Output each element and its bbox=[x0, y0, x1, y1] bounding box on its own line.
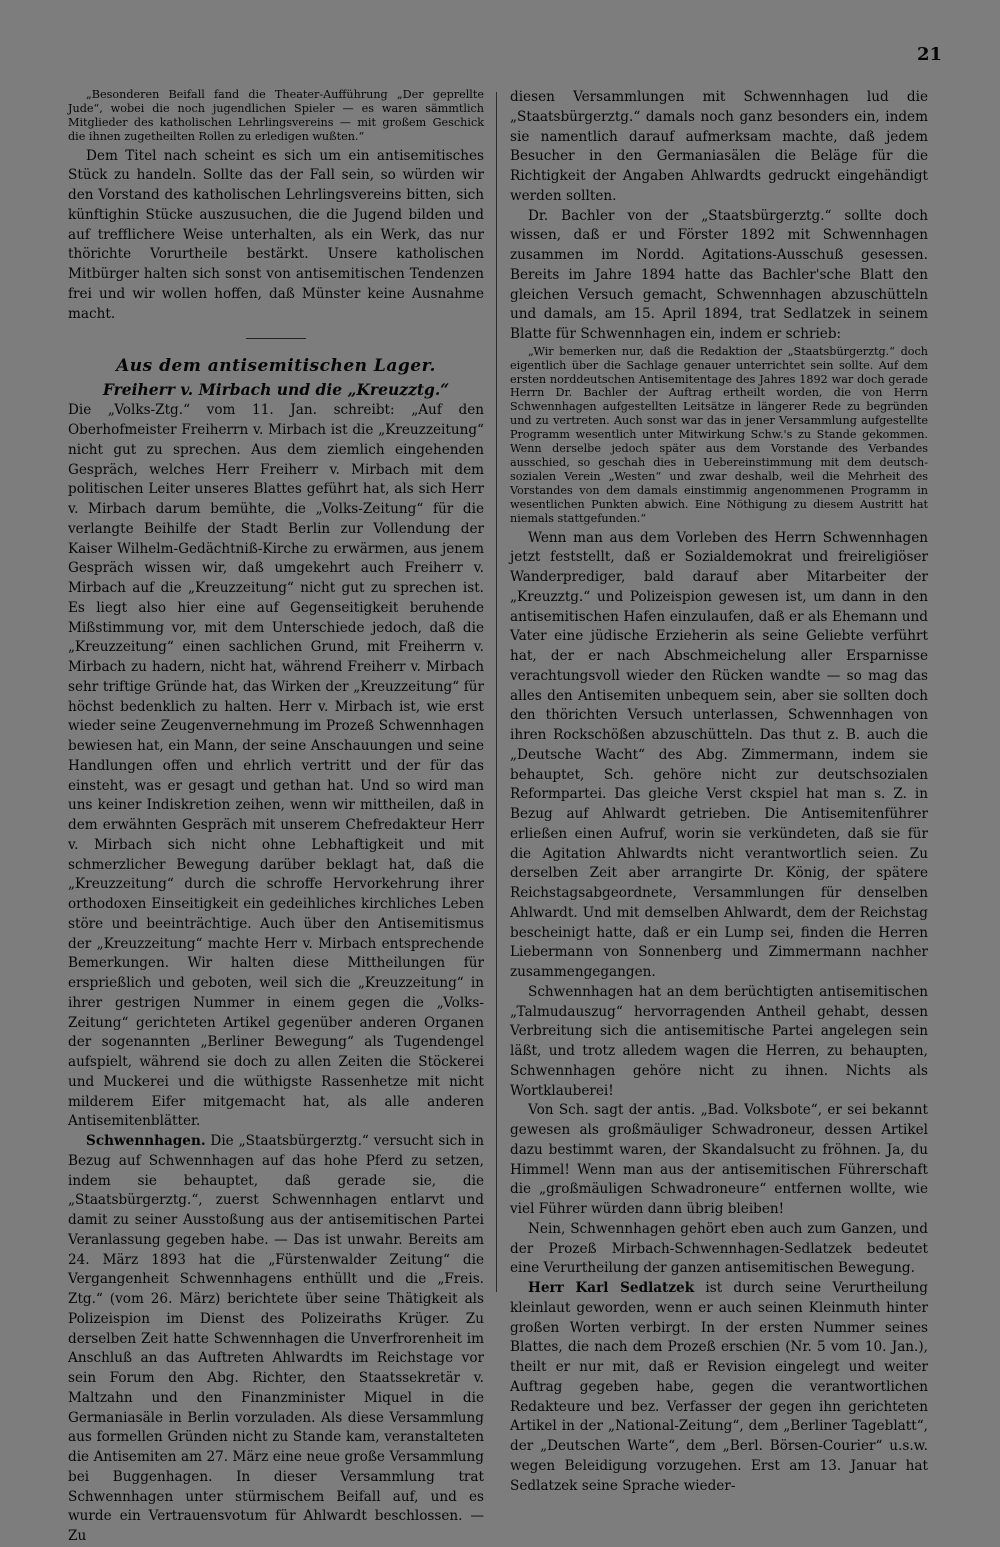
paragraph-talmudauszug: Schwennhagen hat an dem berüchtigten antisemitischen „Talmudauszug“ hervorragenden Antheil gehabt, dessen Verbreitung sich die antisemitische Partei angelegen sein läßt, und trotz alledem wagen die Herren, zu behaupten, Schwennhagen gehöre nicht zu ihnen. Nichts als Wortklauberei! bbox=[510, 983, 928, 1099]
section-heading: Aus dem antisemitischen Lager. bbox=[116, 356, 436, 377]
paragraph-text-sedlatzek: ist durch seine Verurtheilung kleinlaut geworden, wenn er auch seinen Kleinmuth hinter großen Worten verbirgt. In der ersten Nummer seines Blattes, die nach dem Prozeß erschien (Nr. 5 vom 10. Jan.), theilt er nur mit, daß er Revision eingelegt und weiter Auftrag gegeben habe, gegen die verantwortlichen Redakteure und bez. Verfasser der gegen ihn gerichteten Artikel in der „National-Zeitung“, dem „Berliner Tageblatt“, der „Deutschen Warte“, dem „Berl. Börsen-Courier“ u.s.w. wegen Beleidigung vorzugehen. Erst am 13. Januar hat Sedlatzek seine Sprache wieder- bbox=[510, 1280, 928, 1494]
paragraph-münster-comment: Dem Titel nach scheint es sich um ein antisemitisches Stück zu handeln. Sollte das der Fall sein, so würden wir den Vorstand des katholischen Lehrlingsvereins bitten, sich künftighin Stücke auszusuchen, die die Jugend bilden und auf trefflichere Weise unterhalten, als ein Werk, das nur thörichte Vorurtheile bestärkt. Unsere katholischen Mitbürger halten sich sonst von antisemitischen Tendenzen frei und wir wollen hoffen, daß Münster keine Ausnahme macht. bbox=[68, 147, 484, 322]
paragraph-lead-schwennhagen: Schwennhagen. bbox=[86, 1133, 206, 1150]
paragraph-volksbote: Von Sch. sagt der antis. „Bad. Volksbote“, er sei bekannt gewesen als großmäuliger Schwadroneur, dessen Artikel dazu bestimmt waren, der Skandalsucht zu fröhnen. Ja, du Himmel! Wenn man aus der antisemitischen Führerschaft die „großmäuligen Schwadroneure“ entfernen wollte, wie viel Führer würden dann übrig bleiben! bbox=[510, 1102, 928, 1218]
paragraph-lead-sedlatzek: Herr Karl Sedlatzek bbox=[528, 1280, 695, 1297]
page-number: 21 bbox=[916, 44, 942, 65]
paragraph-bachler: Dr. Bachler von der „Staatsbürgerztg.“ sollte doch wissen, daß er und Förster 1892 mit Schwennhagen zusammen im Nordd. Agitations-Ausschuß gesessen. Bereits im Jahre 1894 hatte das Bachler'sche Blatt den gleichen Versuch gemacht, Schwennhagen abzuschütteln und damals, am 15. April 1894, trat Sedlatzek in seinem Blatte für Schwennhagen ein, indem er schrieb: bbox=[510, 207, 928, 342]
paragraph-prozess: Nein, Schwennhagen gehört eben auch zum Ganzen, und der Prozeß Mirbach-Schwennhagen-Sedlatzek bedeutet eine Verurtheilung der ganzen antisemitischen Bewegung. bbox=[510, 1220, 928, 1277]
paragraph-vorleben: Wenn man aus dem Vorleben des Herrn Schwennhagen jetzt feststellt, daß er Sozialdemokrat und freireligiöser Wanderprediger, bald darauf aber Mitarbeiter der „Kreuzztg.“ und Polizeispion gewesen ist, um dann in den antisemitischen Hafen einzulaufen, daß er als Ehemann und Vater eine jüdische Erzieherin als seine Geliebte verführt hat, der er nach Abschmeichelung aller Ersparnisse verachtungsvoll wieder den Rücken wandte — so mag das alles den Antisemiten unbequem sein, aber sie sollten doch den thörichten Versuch unterlassen, Schwennhagen von ihren Rockschößen abzuschütteln. Das thut z. B. auch die „Deutsche Wacht“ des Abg. Zimmermann, indem sie behauptet, Sch. gehöre nicht zur deutschsozialen Reformpartei. Das gleiche Verst ckspiel hat man s. Z. in Bezug auf Ahlwardt getrieben. Die Antisemitenführer erließen einen Aufruf, worin sie verkündeten, daß sie für die Agitation Ahlwardts nicht verantwortlich seien. Zu derselben Zeit aber arrangirte Dr. König, der spätere Reichstagsabgeordnete, Versammlungen für denselben Ahlwardt. Und mit demselben Ahlwardt, dem der Reichstag bescheinigt hatte, daß er ein Lump sei, finden die Herren Liebermann von Sonnenberg und Zimmermann nachher zusammengegangen. bbox=[510, 529, 928, 981]
paragraph-sedlatzek bbox=[510, 1279, 928, 1496]
paragraph-volks-zeitung: Die „Volks-Ztg.“ vom 11. Jan. schreibt: „Auf den Oberhofmeister Freiherrn v. Mirbach ist die „Kreuzzeitung“ nicht gut zu sprechen. Aus dem ziemlich eingehenden Gespräch, welches Herr Freiherr v. Mirbach mit dem politischen Leiter unseres Blattes geführt hat, als sich Herr v. Mirbach darum bemühte, die „Volks-Zeitung“ für die verlangte Beihilfe der Stadt Berlin zur Vollendung der Kaiser Wilhelm-Gedächtniß-Kirche zu erwärmen, aus jenem Gespräch wissen wir, daß umgekehrt auch Freiherr v. Mirbach auf die „Kreuzzeitung“ nicht gut zu sprechen ist. Es liegt also hier eine auf Gegenseitigkeit beruhende Mißstimmung vor, mit dem Unterschiede jedoch, daß die „Kreuzzeitung“ einen sachlichen Grund, mit Freiherrn v. Mirbach zu hadern, nicht hat, während Freiherr v. Mirbach sehr triftige Gründe hat, das Wirken der „Kreuzzeitung“ für höchst bedenklich zu halten. Herr v. Mirbach ist, wie erst wieder seine Zeugenvernehmung im Prozeß Schwennhagen bewiesen hat, ein Mann, der seine Anschauungen und seine Handlungen offen und ehrlich vertritt und der für das einsteht, was er gesagt und gethan hat. Und so wird man uns keiner Indiskretion zeihen, wenn wir mittheilen, daß in dem erwähnten Gespräch mit unserem Chefredakteur Herr v. Mirbach sich nicht ohne Lebhaftigkeit und mit schmerzlicher Bewegung darüber beklagt hat, daß die „Kreuzzeitung“ durch die schroffe Hervorkehrung ihrer orthodoxen Einseitigkeit ein gedeihliches kirchliches Leben störe und beeinträchtige. Auch über den Antisemitismus der „Kreuzzeitung“ machte Herr v. Mirbach entsprechende Bemerkungen. Wir halten diese Mittheilungen für ersprießlich und geboten, weil sich die „Kreuzzeitung“ in ihrer gestrigen Nummer in einem gegen die „Volks-Zeitung“ gerichteten Artikel gegenüber anderen Organen der sogenannten „Berliner Bewegung“ als Tugendengel aufspielt, während sie doch zu allen Zeiten die Stöckerei und Muckerei und die wüthigste Rassenhetze mit nicht milderem Eifer mitgemacht hat, als alle anderen Antisemitenblätter. bbox=[68, 402, 484, 1130]
paragraph-staatsbuergerztg: diesen Versammlungen mit Schwennhagen lud die „Staatsbürgerztg.“ damals noch ganz besonders ein, indem sie namentlich darauf aufmerksam machte, daß jedem Besucher in den Germaniasälen die Beläge für die Richtigkeit der Angaben Ahlwardts gedruckt eingehändigt werden sollten. bbox=[510, 89, 928, 204]
paragraph-text-schwennhagen: Die „Staatsbürgerztg.“ versucht sich in Bezug auf Schwennhagen auf das hohe Pferd zu setzen, indem sie behauptet, daß gerade sie, die „Staatsbürgerztg.“, zuerst Schwennhagen entlarvt und damit zu seiner Ausstoßung aus der antisemitischen Partei Veranlassung gegeben habe. — Das ist unwahr. Bereits am 24. März 1893 hat die „Fürstenwalder Zeitung“ die Vergangenheit Schwennhagens enthüllt und die „Freis. Ztg.“ (vom 26. März) berichtete über seine Thätigkeit als Polizeispion im Dienst des Polizeiraths Krüger. Zu derselben Zeit hatte Schwennhagen die Unverfrorenheit im Anschluß an das Auftreten Ahlwardts im Reichstage vor sein Forum den Abg. Richter, den Staatssekretär v. Maltzahn und den Finanzminister Miquel in die Germaniasäle in Berlin vorzuladen. Als diese Versammlung aus formellen Gründen nicht zu Stande kam, veranstalteten die Antisemiten am 27. März eine neue große Versammlung bei Buggenhagen. In dieser Versammlung trat Schwennhagen unter stürmischem Beifall auf, und es wurde ein Vertrauensvotum für Ahlwardt beschlossen. — Zu bbox=[68, 1133, 484, 1545]
paragraph-schwennhagen bbox=[68, 1132, 484, 1547]
quote-sedlatzek-1894: „Wir bemerken nur, daß die Redaktion der „Staatsbürgerztg.“ doch eigentlich über die Sachlage genauer unterrichtet sein sollte. Auf dem ersten norddeutschen Antisemitentage des Jahres 1892 war doch gerade Herrn Dr. Bachler der Auftrag ertheilt worden, die von Herrn Schwennhagen aufgestellten Leitsätze in längerer Rede zu begründen und zu vertreten. Auch sonst war das in jener Versammlung aufgestellte Programm wesentlich unter Mitwirkung Schw.'s zu Stande gekommen. Wenn derselbe jedoch später aus dem Vorstande des Verbandes ausschied, so geschah dies in Uebereinstimmung mit dem deutsch-sozialen Verein „Westen“ und zwar deshalb, weil die Mehrheit des Vorstandes von dem damals einstimmig angenommenen Programm in wesentlichen Punkten abwich. Eine Nöthigung zu diesem Austritt hat niemals stattgefunden.“ bbox=[510, 344, 928, 525]
column-divider bbox=[496, 92, 497, 1292]
article-heading-mirbach: Freiherr v. Mirbach und die „Kreuzztg.“ bbox=[102, 380, 450, 400]
right-column bbox=[510, 88, 928, 1496]
quote-theater-performance: „Besonderen Beifall fand die Theater-Aufführung „Der geprellte Jude“, wobei die noch jugendlichen Spieler — es waren sämmtlich Mitglieder des katholischen Lehrlingsvereins — mit großem Geschick die ihnen zugetheilten Rollen zu erledigen wußten.“ bbox=[68, 88, 484, 143]
left-column bbox=[68, 88, 484, 1547]
section-divider bbox=[246, 338, 306, 339]
